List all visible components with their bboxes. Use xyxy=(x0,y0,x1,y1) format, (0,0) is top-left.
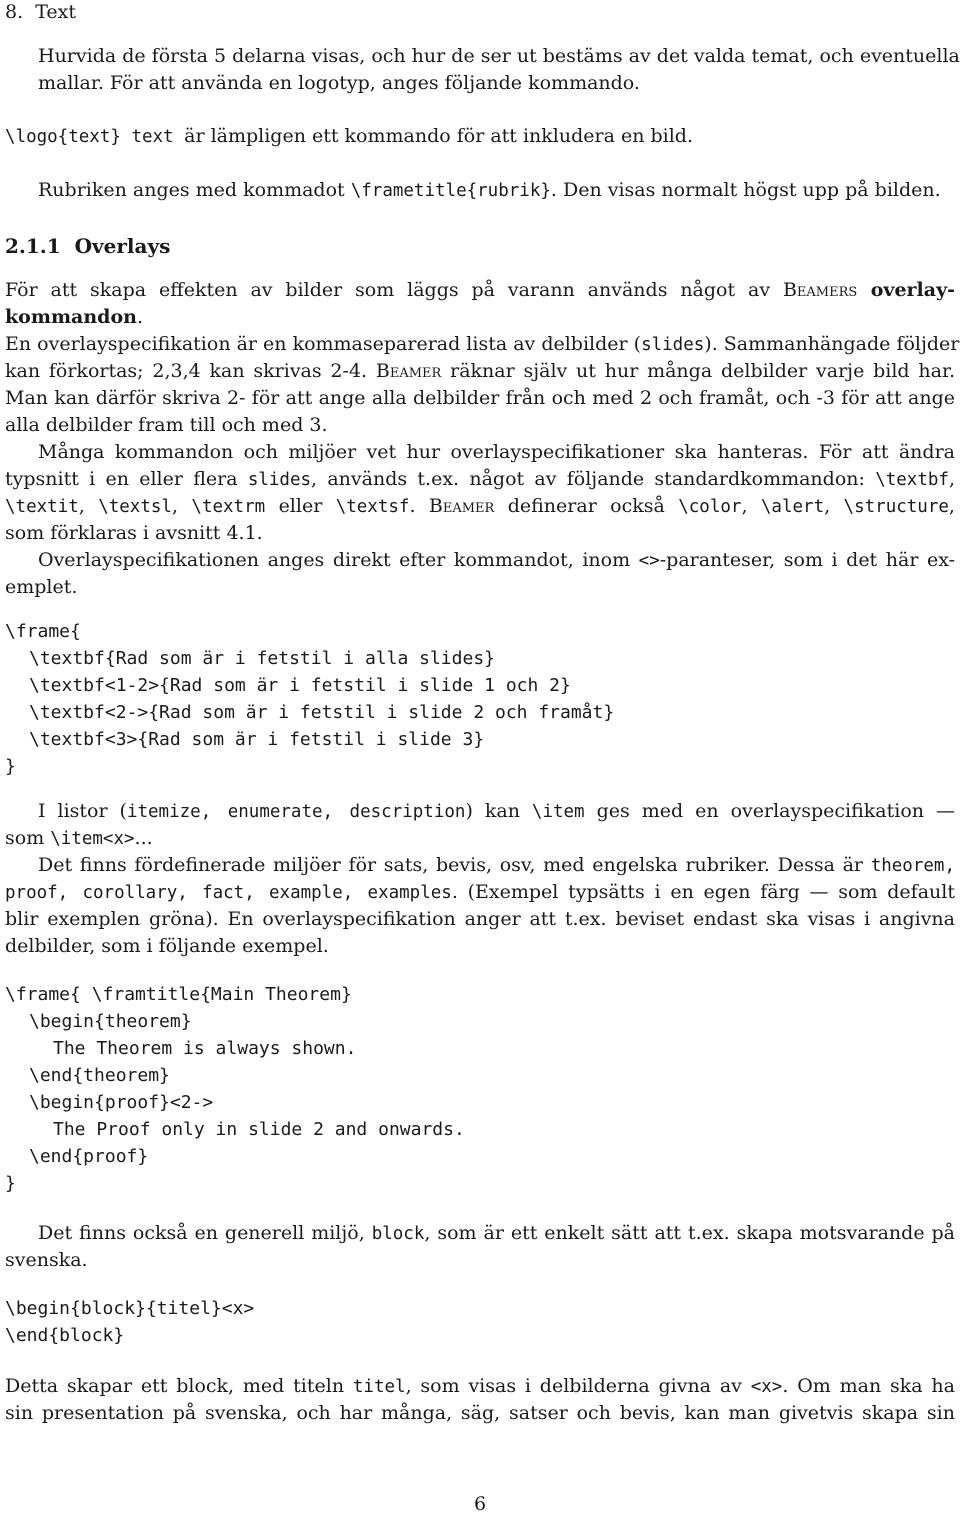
paragraph-line: En overlayspecifikation är en kommaseparerad lista av delbilder (slides). Sammanhängade följder xyxy=(5,333,960,355)
paragraph-line: som \item<x>... xyxy=(5,827,153,849)
paragraph-line: sin presentation på svenska, och har många, säg, satser och bevis, kan man givetvis skapa sin xyxy=(5,1402,955,1424)
paragraph-line: emplet. xyxy=(5,576,78,598)
code-line: \begin{theorem} xyxy=(29,1011,192,1032)
paragraph-line: som förklaras i avsnitt 4.1. xyxy=(5,522,263,544)
code-line: \frame{ \framtitle{Main Theorem} xyxy=(5,984,352,1005)
paragraph-line: I listor (itemize, enumerate, description) kan \item ges med en overlayspecifikation — xyxy=(38,800,955,822)
code-line: \textbf<3>{Rad som är i fetstil i slide 3} xyxy=(29,729,485,750)
paragraph-line: typsnitt i en eller flera slides, används t.ex. något av följande standardkommandon: \textbf, xyxy=(5,468,955,490)
frametitle-line: Rubriken anges med kommadot \frametitle{rubrik}. Den visas normalt högst upp på bilden. xyxy=(38,179,941,201)
paragraph-line: Detta skapar ett block, med titeln titel, som visas i delbilderna givna av <x>. Om man ska ha xyxy=(5,1375,955,1397)
code-line: \frame{ xyxy=(5,621,81,642)
code-line: \textbf<1-2>{Rad som är i fetstil i slide 1 och 2} xyxy=(29,675,571,696)
paragraph-line: Overlayspecifikationen anges direkt efter kommandot, inom <>-paranteser, som i det här ex- xyxy=(38,549,956,571)
code-inline: text xyxy=(120,127,185,147)
paragraph-line: kan förkortas; 2,3,4 kan skrivas 2-4. Beamer räknar själv ut hur många delbilder varje bild har. xyxy=(5,360,955,382)
code-line: The Proof only in slide 2 and onwards. xyxy=(53,1119,465,1140)
paragraph-line: Det finns också en generell miljö, block, som är ett enkelt sätt att t.ex. skapa motsvarande på xyxy=(38,1222,955,1244)
list-item-label: Text xyxy=(35,1,77,23)
code-inline: \logo{text} xyxy=(5,127,121,147)
code-line: } xyxy=(5,756,16,777)
code-line: \begin{proof}<2-> xyxy=(29,1092,214,1113)
code-line: \begin{block}{titel}<x> xyxy=(5,1298,255,1319)
page-number: 6 xyxy=(473,1493,487,1515)
list-item-8 xyxy=(5,0,76,24)
logo-command-line: \logo{text} text är lämpligen ett kommando för att inkludera en bild. xyxy=(5,125,694,147)
paragraph-line: kommandon. xyxy=(5,306,143,328)
code-line: \end{theorem} xyxy=(29,1065,170,1086)
code-line: \textbf{Rad som är i fetstil i alla slides} xyxy=(29,648,495,669)
paragraph-line: Många kommandon och miljöer vet hur overlayspecifikationer ska hanteras. För att ändra xyxy=(38,441,955,463)
paragraph-line: mallar. För att använda en logotyp, anges följande kommando. xyxy=(38,72,640,94)
code-line: \end{block} xyxy=(5,1325,125,1346)
paragraph-line: För att skapa effekten av bilder som läggs på varann används något av Beamers overlay- xyxy=(5,279,955,301)
paragraph-line: delbilder, som i följande exempel. xyxy=(5,935,329,957)
code-line: \end{proof} xyxy=(29,1146,149,1167)
section-heading xyxy=(5,233,170,259)
section-title: Overlays xyxy=(74,234,171,258)
paragraph-line: svenska. xyxy=(5,1249,88,1271)
code-line: } xyxy=(5,1173,16,1194)
paragraph-line: blir exemplen gröna). En overlayspecifikation anger att t.ex. beviset endast ska visas i angivna xyxy=(5,908,955,930)
paragraph-line: proof, corollary, fact, example, examples. (Exempel typsätts i en egen färg — som default xyxy=(5,881,955,903)
list-item-number: 8. xyxy=(5,1,24,23)
code-inline: \frametitle{rubrik} xyxy=(350,181,551,201)
paragraph-line: Det finns fördefinerade miljöer för sats, bevis, osv, med engelska rubriker. Dessa är theorem, xyxy=(38,854,955,876)
section-number: 2.1.1 xyxy=(5,234,61,258)
paragraph-line: Man kan därför skriva 2- för att ange alla delbilder från och med 2 och framåt, och -3 för att ange xyxy=(5,387,955,409)
code-line: \textbf<2->{Rad som är i fetstil i slide 2 och framåt} xyxy=(29,702,615,723)
code-line: The Theorem is always shown. xyxy=(53,1038,357,1059)
paragraph-line: alla delbilder fram till och med 3. xyxy=(5,414,328,436)
paragraph-line: \textit, \textsl, \textrm eller \textsf. Beamer definerar också \color, \alert, \structure, xyxy=(5,495,955,517)
paragraph-line: Hurvida de första 5 delarna visas, och hur de ser ut bestäms av det valda temat, och eventuella xyxy=(38,45,960,67)
